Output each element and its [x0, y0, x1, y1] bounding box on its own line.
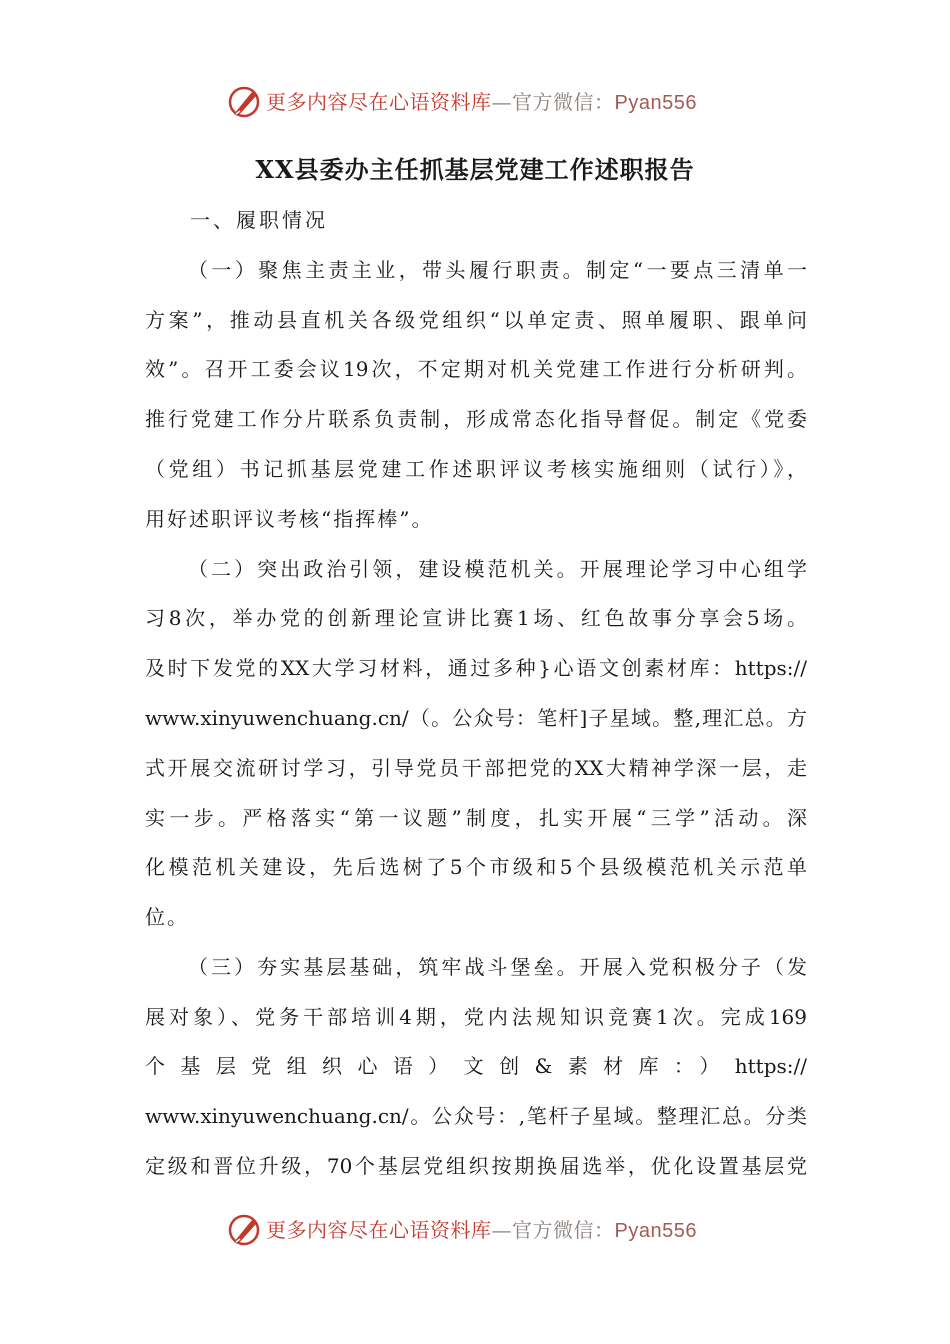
footer-watermark	[0, 1210, 950, 1250]
body-line: 用好述职评议考核“指挥棒”。	[145, 507, 434, 531]
section-heading: 一、履职情况	[190, 208, 328, 232]
body-line: （党组）书记抓基层党建工作述职评议考核实施细则（试行）》，	[145, 457, 807, 481]
header-watermark	[0, 82, 950, 122]
watermark-red: 更多内容尽在心语资料库	[266, 90, 492, 114]
body-line: 方案”，推动县直机关各级党组织“以单定责、照单履职、跟单问	[145, 308, 807, 332]
body-line: 个基层党组织心语）文创&素材库：）https://	[145, 1054, 807, 1078]
body-line: 习8次，举办党的创新理论宣讲比赛1场、红色故事分享会5场。	[145, 606, 807, 630]
body-line: 推行党建工作分片联系负责制，形成常态化指导督促。制定《党委	[145, 407, 807, 431]
body-line: www.xinyuwenchuang.cn/（。公众号：笔杆]子星域。整,理汇总。方	[145, 706, 807, 730]
watermark-text	[266, 88, 697, 117]
watermark-text	[266, 1216, 697, 1245]
watermark-gray: —官方微信：	[491, 1218, 615, 1242]
watermark-red: 更多内容尽在心语资料库	[266, 1218, 492, 1242]
body-line: www.xinyuwenchuang.cn/。公众号：,笔杆子星域。整理汇总。分类	[145, 1104, 807, 1128]
body-line: （一）聚焦主责主业，带头履行职责。制定“一要点三清单一	[188, 258, 807, 282]
watermark-id: Pyan556	[614, 1220, 697, 1242]
watermark-gray: —官方微信：	[491, 90, 615, 114]
body-line: （三）夯实基层基础，筑牢战斗堡垒。开展入党积极分子（发	[188, 955, 807, 979]
body-line: 化模范机关建设，先后选树了5个市级和5个县级模范机关示范单	[145, 855, 807, 879]
document-title: XX县委办主任抓基层党建工作述职报告	[255, 155, 695, 184]
body-line: 及时下发党的XX大学习材料，通过多种}心语文创素材库：https://	[145, 656, 807, 680]
body-line: 定级和晋位升级，70个基层党组织按期换届选举，优化设置基层党	[145, 1154, 807, 1178]
pen-logo-icon	[226, 84, 262, 120]
body-line: 式开展交流研讨学习，引导党员干部把党的XX大精神学深一层，走	[145, 756, 807, 780]
body-line: 实一步。严格落实“第一议题”制度，扎实开展“三学”活动。深	[145, 806, 807, 830]
watermark-id: Pyan556	[614, 92, 697, 114]
body-line: 位。	[145, 905, 189, 929]
body-line: 效”。召开工委会议19次，不定期对机关党建工作进行分析研判。	[145, 357, 807, 381]
body-line: 展对象）、党务干部培训4期，党内法规知识竞赛1次。完成169	[145, 1005, 807, 1029]
body-line: （二）突出政治引领，建设模范机关。开展理论学习中心组学	[188, 557, 807, 581]
pen-logo-icon	[226, 1212, 262, 1248]
